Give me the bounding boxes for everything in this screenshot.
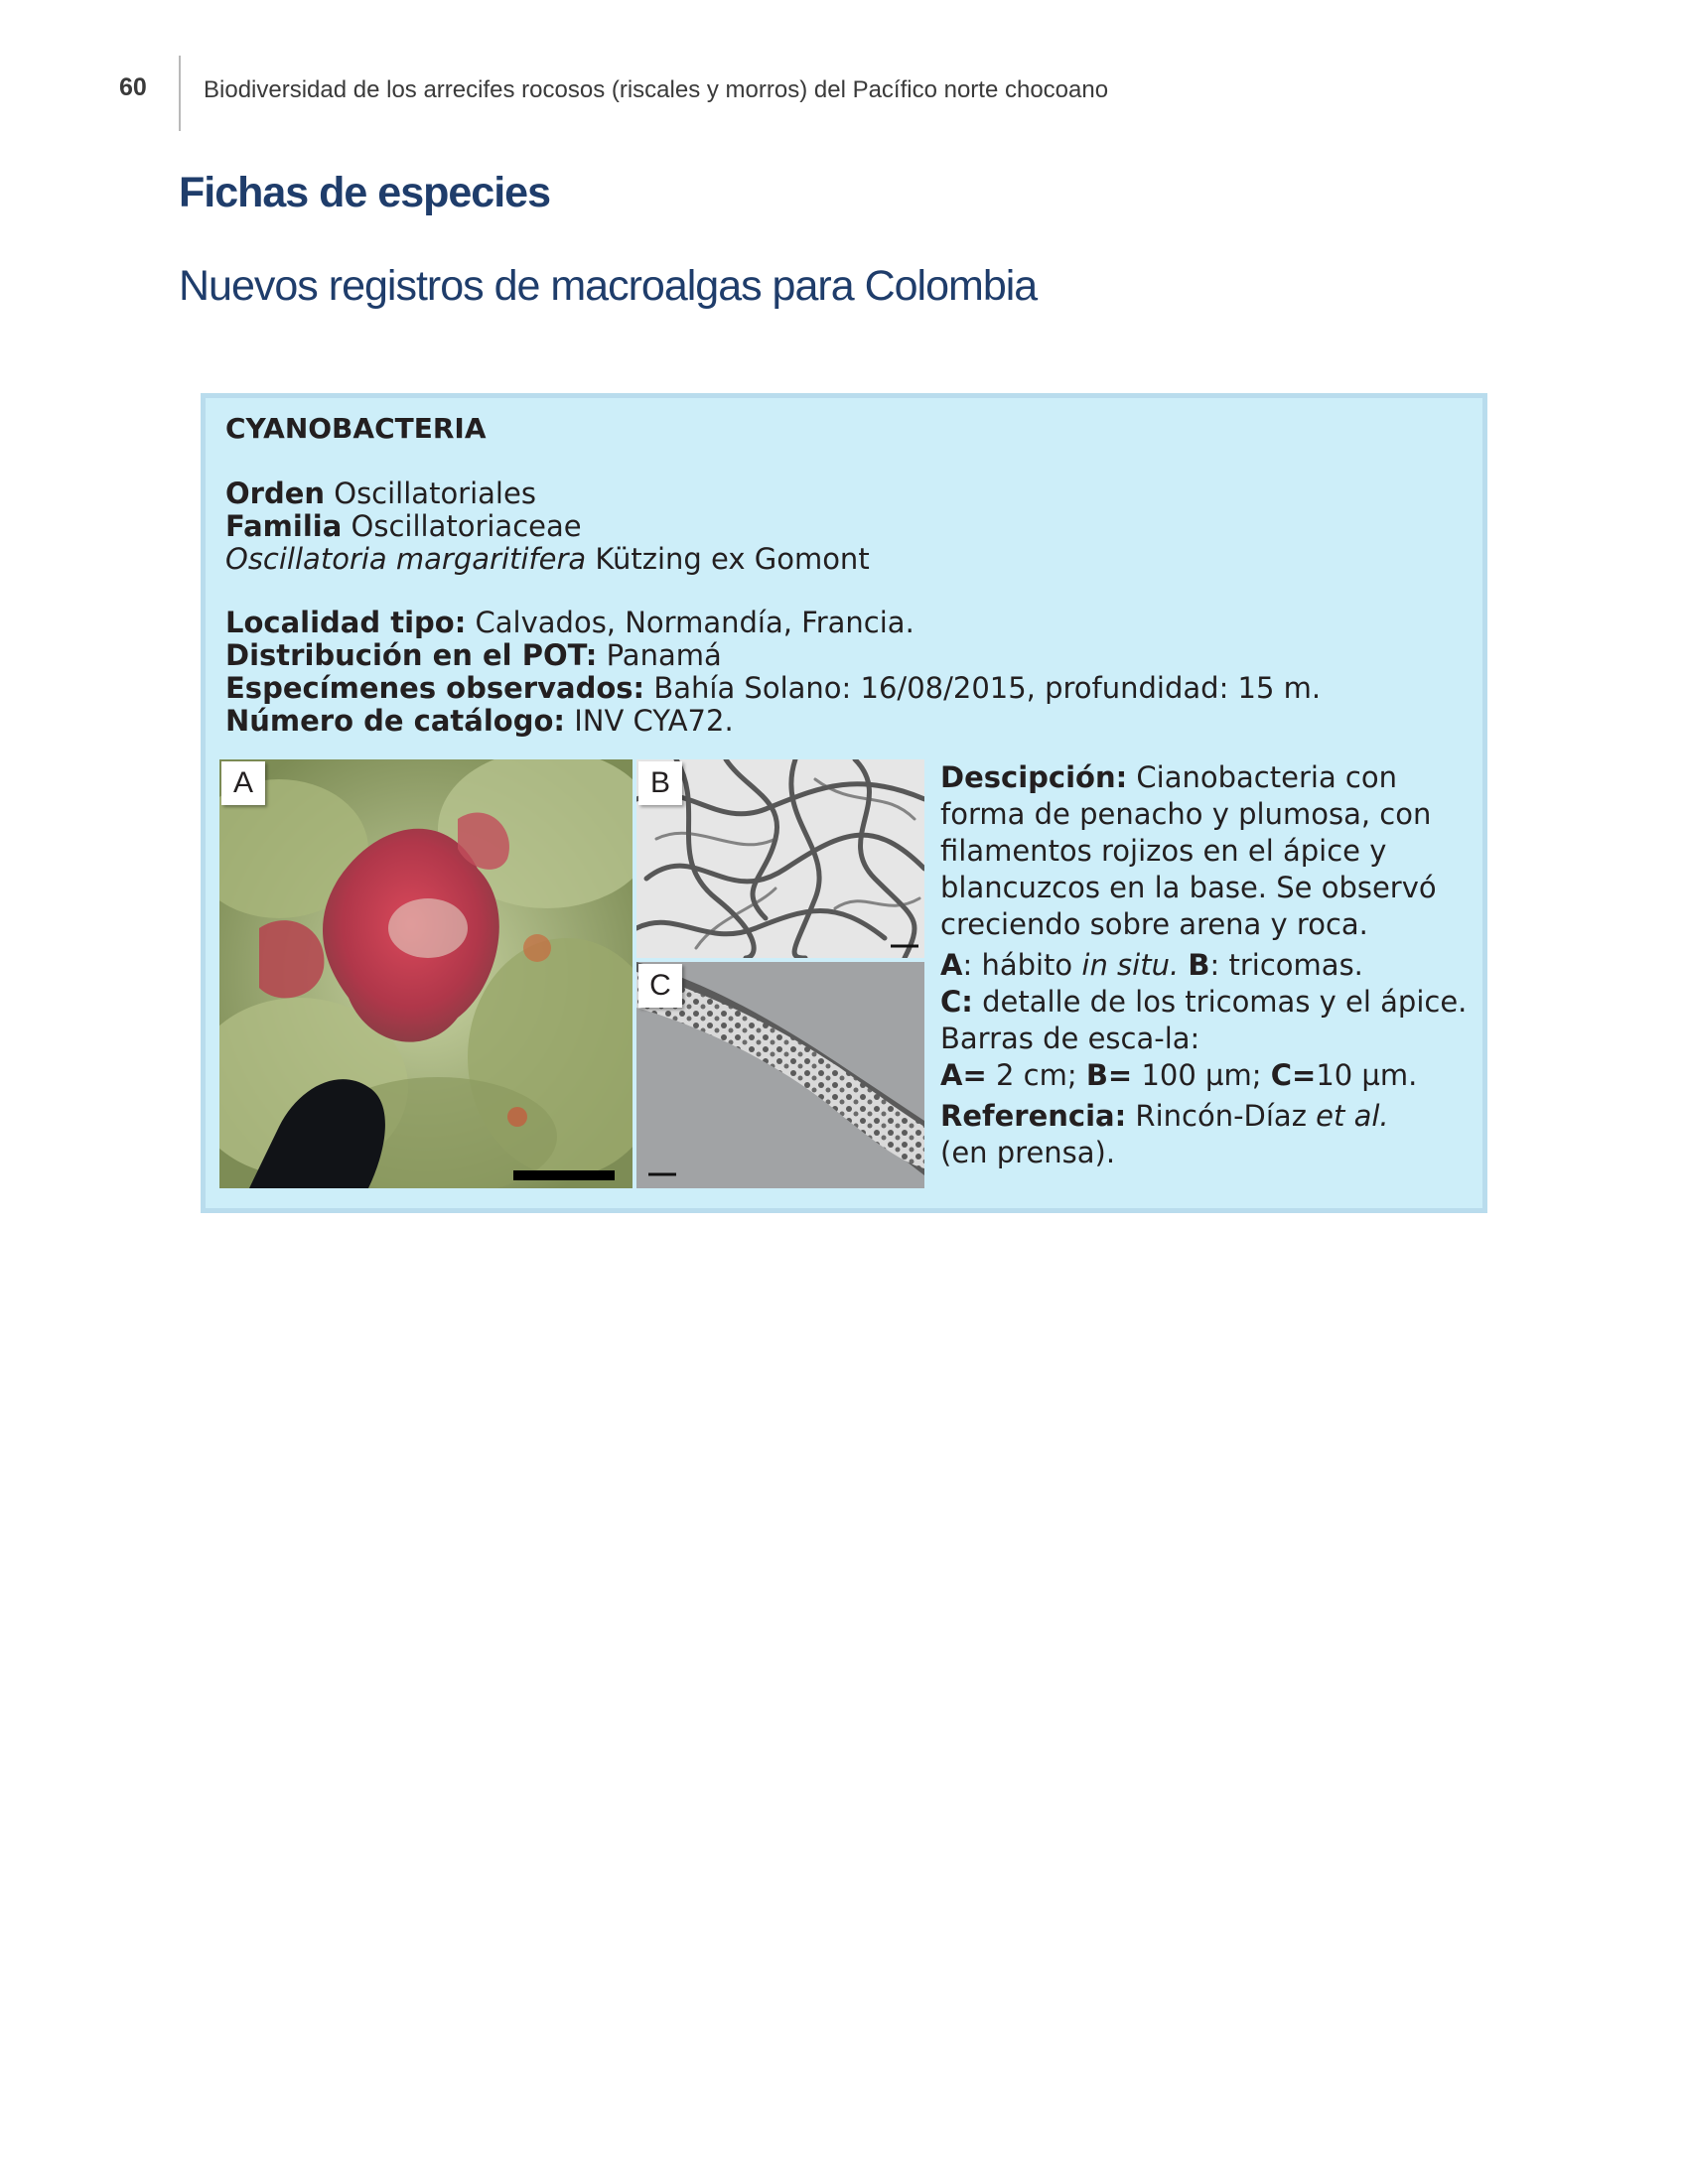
scale-b-val: 100 µm; [1141,1058,1262,1092]
catalogo-line [225,705,1321,738]
localidad-value: Calvados, Normandía, Francia. [475,606,914,639]
scale-c-val: 10 µm. [1316,1058,1418,1092]
especimenes-value: Bahía Solano: 16/08/2015, profundidad: 15 m. [653,671,1322,705]
subsection-title: Nuevos registros de macroalgas para Colombia [179,262,1038,310]
orden-label: Orden [225,477,326,510]
especimenes-label: Especímenes observados: [225,671,645,705]
scale-text: Barras de esca-la: [940,1022,1200,1055]
caption-c-text: detalle de los tricomas y el ápice. [982,985,1468,1019]
referencia-italic: et al. [1316,1099,1389,1133]
caption-paragraph [940,947,1477,1094]
referencia-tail: (en prensa). [940,1136,1116,1169]
orden-value: Oscillatoriales [334,477,536,510]
habit-illustration [219,759,633,1188]
caption-a-text: : hábito [962,948,1073,982]
distribucion-label: Distribución en el POT: [225,638,598,672]
especimenes-line [225,672,1321,705]
scale-c-key: C= [1270,1058,1317,1092]
panel-label-a: A [221,761,265,805]
familia-label: Familia [225,509,343,543]
species-author: Kützing ex Gomont [595,542,870,576]
catalogo-label: Número de catálogo: [225,704,565,738]
page-header [0,56,1688,131]
species-name: Oscillatoria margaritifera [225,542,587,576]
scale-b-key: B= [1085,1058,1133,1092]
phylum-heading: CYANOBACTERIA [225,412,487,445]
header-divider [179,56,181,131]
referencia-text: Rincón-Díaz [1135,1099,1307,1133]
distribucion-value: Panamá [606,638,722,672]
record-details [225,607,1321,738]
panel-label-b: B [638,761,682,805]
caption-a-italic: in situ. [1081,948,1180,982]
species-line [225,543,870,576]
descripcion-label: Descipción: [940,760,1128,794]
referencia-paragraph [940,1098,1477,1171]
photo-trichome-detail [636,962,924,1188]
panel-label-c: C [638,964,682,1008]
caption-c-key: C: [940,985,973,1019]
orden-line [225,478,870,510]
caption-b-key: B [1188,948,1210,982]
referencia-label: Referencia: [940,1099,1127,1133]
descripcion-text: Cianobacteria con forma de penacho y plumosa, con filamentos rojizos en el ápice y blancuzcos en la base. Se observó creciendo sobre arena y roca. [940,760,1437,941]
photo-trichomes [636,759,924,958]
running-title: Biodiversidad de los arrecifes rocosos (riscales y morros) del Pacífico norte chocoano [204,76,1109,103]
species-card [201,393,1487,1213]
familia-value: Oscillatoriaceae [351,509,582,543]
scale-a-val: 2 cm; [995,1058,1077,1092]
familia-line [225,510,870,543]
page-number: 60 [119,73,147,101]
distribucion-line [225,639,1321,672]
localidad-label: Localidad tipo: [225,606,467,639]
localidad-line [225,607,1321,639]
description-block [940,759,1477,1175]
descripcion-paragraph [940,759,1477,943]
catalogo-value: INV CYA72. [574,704,734,738]
caption-a-key: A [940,948,963,982]
photo-habit-in-situ [219,759,633,1188]
scale-a-key: A= [940,1058,987,1092]
taxonomy-block [225,478,870,576]
caption-b-text: : tricomas. [1209,948,1363,982]
section-title: Fichas de especies [179,169,550,216]
